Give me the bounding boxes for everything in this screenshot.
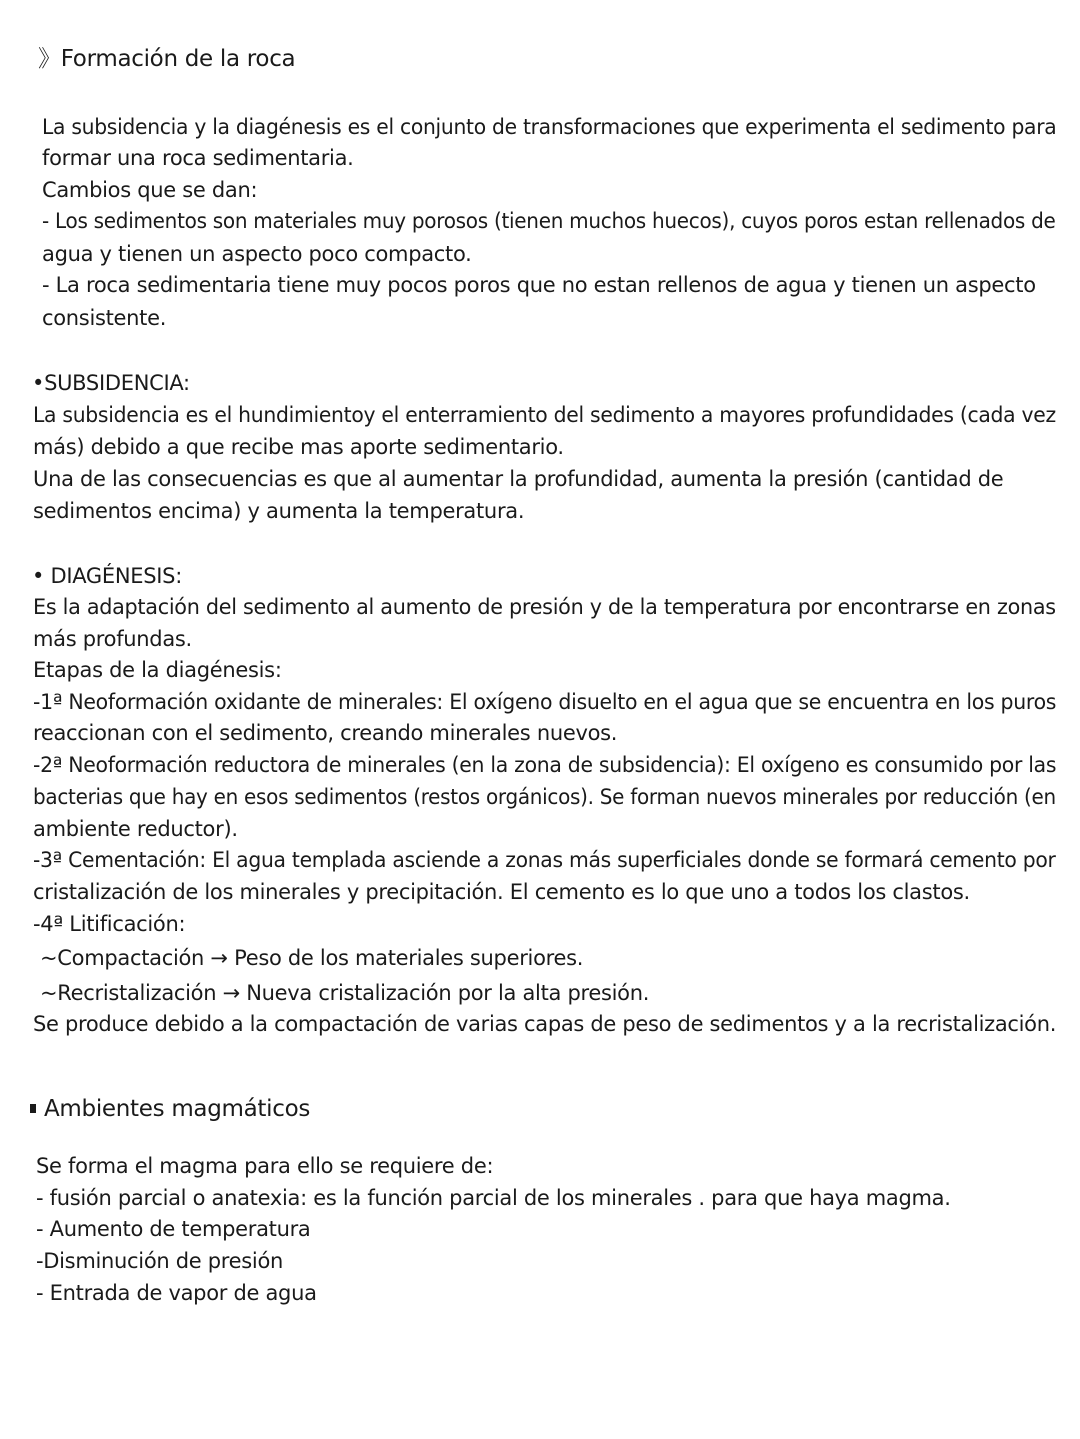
diagenesis-line-1: Es la adaptación del sedimento al aumento de presión y de la temperatura por encontrarse en zonas — [33, 595, 1056, 619]
diagenesis-line-8: ambiente reductor). — [33, 817, 238, 841]
diagenesis-line-9: -3ª Cementación: El agua templada asciende a zonas más superficiales donde se formará cemento por — [33, 848, 1056, 872]
formacion-line-6: - La roca sedimentaria tiene muy pocos poros que no estan rellenos de agua y tienen un aspecto — [42, 273, 1036, 297]
formacion-line-5: agua y tienen un aspecto poco compacto. — [42, 242, 472, 266]
formacion-line-1: La subsidencia y la diagénesis es el conjunto de transformaciones que experimenta el sedimento para — [42, 115, 1057, 139]
section-heading-magmaticos-text: Ambientes magmáticos — [44, 1096, 311, 1122]
subsidencia-line-2: más) debido a que recibe mas aporte sedimentario. — [33, 435, 564, 459]
section-heading-magmaticos — [30, 1094, 310, 1124]
magmaticos-line-3: - Aumento de temperatura — [36, 1217, 311, 1241]
diagenesis-line-3: Etapas de la diagénesis: — [33, 658, 282, 682]
section-heading-formacion: 》Formación de la roca — [38, 46, 296, 72]
diagenesis-line-10: cristalización de los minerales y precipitación. El cemento es lo que uno a todos los clastos. — [33, 880, 970, 904]
diagenesis-line-4: -1ª Neoformación oxidante de minerales: El oxígeno disuelto en el agua que se encuentra en los puros — [33, 690, 1057, 714]
diagenesis-line-13: ~Recristalización → Nueva cristalización por la alta presión. — [40, 981, 650, 1005]
diagenesis-line-6: -2ª Neoformación reductora de minerales (en la zona de subsidencia): El oxígeno es consumido por las — [33, 753, 1057, 777]
magmaticos-line-1: Se forma el magma para ello se requiere de: — [36, 1154, 494, 1178]
section-heading-diagenesis: • DIAGÉNESIS: — [32, 564, 182, 588]
formacion-line-2: formar una roca sedimentaria. — [42, 146, 354, 170]
diagenesis-line-11: -4ª Litificación: — [33, 912, 186, 936]
square-bullet-icon — [30, 1104, 36, 1113]
magmaticos-line-4: -Disminución de presión — [36, 1249, 284, 1273]
subsidencia-line-4: sedimentos encima) y aumenta la temperatura. — [33, 499, 525, 523]
diagenesis-line-14: Se produce debido a la compactación de varias capas de peso de sedimentos y a la recristalización. — [33, 1012, 1057, 1036]
magmaticos-line-2: - fusión parcial o anatexia: es la función parcial de los minerales . para que haya magma. — [36, 1186, 951, 1210]
subsidencia-line-3: Una de las consecuencias es que al aumentar la profundidad, aumenta la presión (cantidad de — [33, 467, 1004, 491]
diagenesis-line-7: bacterias que hay en esos sedimentos (restos orgánicos). Se forman nuevos minerales por reducción (en — [33, 785, 1056, 809]
subsidencia-line-1: La subsidencia es el hundimientoy el enterramiento del sedimento a mayores profundidades (cada vez — [33, 403, 1056, 427]
diagenesis-line-2: más profundas. — [33, 627, 192, 651]
diagenesis-line-5: reaccionan con el sedimento, creando minerales nuevos. — [33, 721, 618, 745]
magmaticos-line-5: - Entrada de vapor de agua — [36, 1281, 317, 1305]
formacion-line-7: consistente. — [42, 306, 167, 330]
formacion-line-3: Cambios que se dan: — [42, 178, 258, 202]
formacion-line-4: - Los sedimentos son materiales muy porosos (tienen muchos huecos), cuyos poros estan rellenados de — [42, 209, 1056, 233]
section-heading-subsidencia: •SUBSIDENCIA: — [32, 371, 190, 395]
diagenesis-line-12: ~Compactación → Peso de los materiales superiores. — [40, 946, 584, 970]
